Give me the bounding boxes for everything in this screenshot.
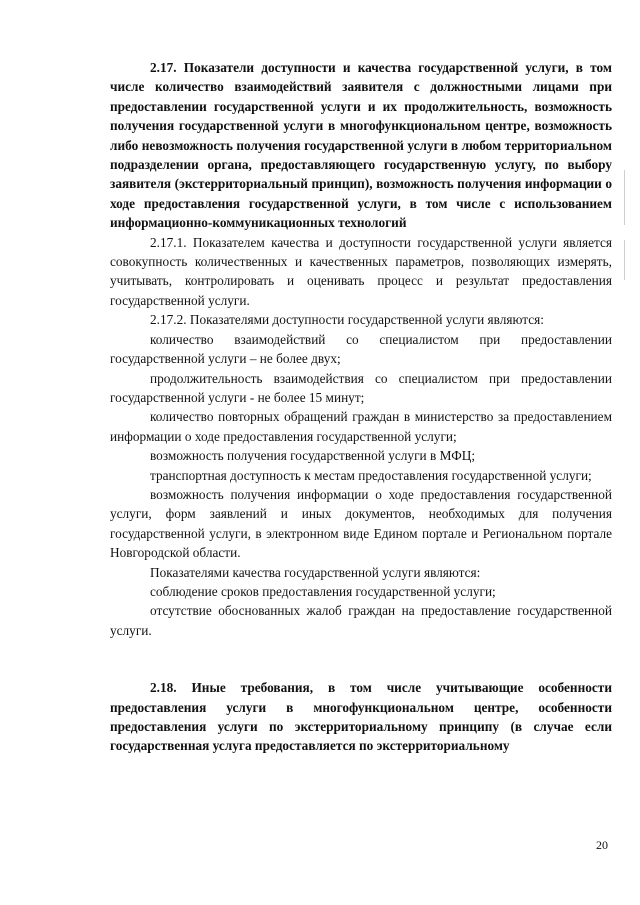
scan-margin-mark [624, 240, 625, 280]
paragraph-2-17-2: 2.17.2. Показателями доступности государственной услуги являются: [150, 312, 544, 328]
page-number: 20 [596, 838, 608, 852]
paragraph-2-17-1: 2.17.1. Показателем качества и доступности государственной услуги является совокупность количественных и качественных параметров, позволяющих измерять, учитывать, контролировать и оценивать процесс и результат предоставления государственной услуги. [110, 234, 612, 308]
quality-indicators-intro: Показателями качества государственной услуги являются: [150, 564, 481, 580]
list-item: возможность получения государственной услуги в МФЦ; [150, 448, 476, 464]
section-2-17-heading: 2.17. Показатели доступности и качества государственной услуги, в том числе количество взаимодействий заявителя с должностными лицами при предоставлении государственной услуги и их продолжительность, возможность получения государственной услуги в многофункциональном центре, возможность либо невозможность получения государственной услуги в любом территориальном подразделении органа, предоставляющего государственную услугу, по выбору заявителя (экстерриториальный принцип), возможность получения информации о ходе предоставления государственной услуги, в том числе с использованием информационно-коммуникационных технологий [110, 60, 612, 231]
list-item: возможность получения информации о ходе предоставления государственной услуги, форм заявлений и иных документов, необходимых для получения государственной услуги, в электронном виде Едином портале и Региональном портале Новгородской области. [110, 486, 612, 561]
list-item: количество повторных обращений граждан в министерство за предоставлением информации о ходе предоставления государственной услуги; [110, 409, 612, 444]
list-item: соблюдение сроков предоставления государственной услуги; [150, 583, 496, 599]
section-gap [110, 640, 612, 659]
list-item: транспортная доступность к местам предоставления государственной услуги; [150, 467, 592, 483]
section-2-18-heading: 2.18. Иные требования, в том числе учитывающие особенности предоставления услуги в многофункциональном центре, особенности предоставления услуги по экстерриториальному принципу (в случае если государственная услуга предоставляется по экстерриториальному [110, 680, 612, 754]
section-gap [110, 659, 612, 678]
list-item: количество взаимодействий со специалистом при предоставлении государственной услуги – не более двух; [110, 331, 612, 367]
list-item: продолжительность взаимодействия со специалистом при предоставлении государственной услуги - не более 15 минут; [110, 370, 612, 405]
scan-margin-mark [624, 170, 625, 225]
list-item: отсутствие обоснованных жалоб граждан на предоставление государственной услуги. [110, 603, 612, 638]
page-content [110, 58, 612, 756]
